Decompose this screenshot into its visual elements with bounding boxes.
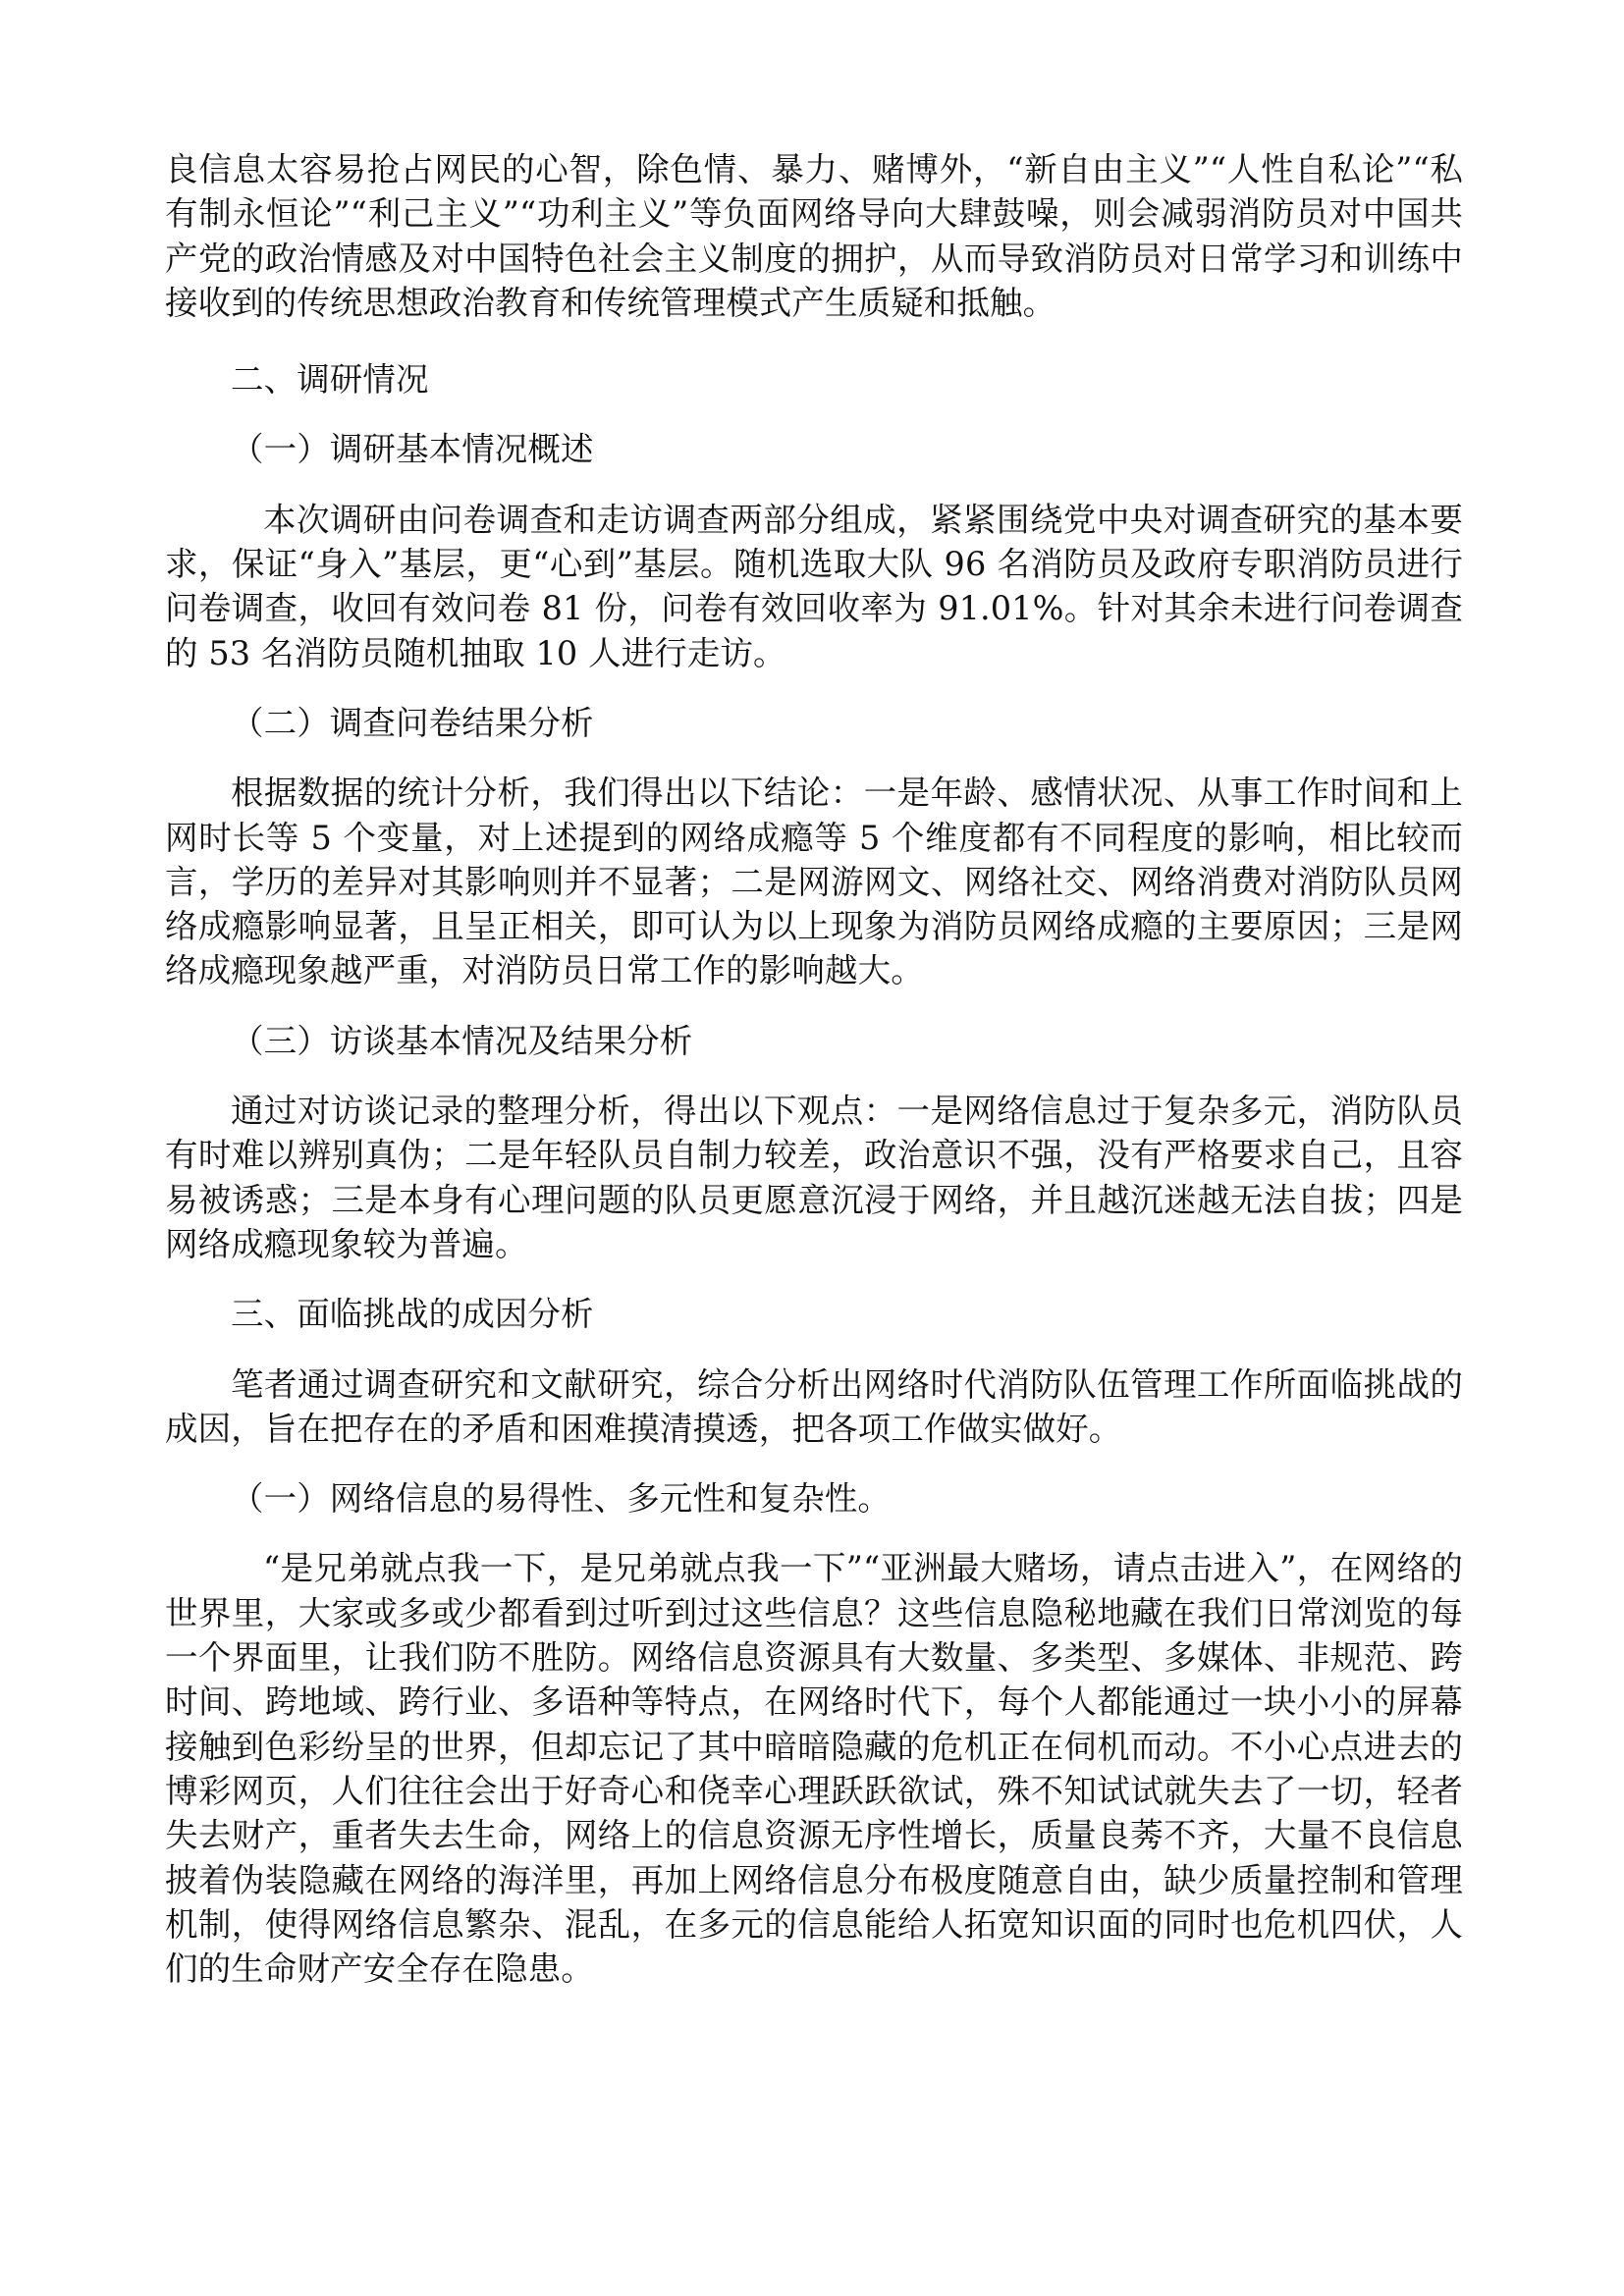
paragraph-continued-intro: 良信息太容易抢占网民的心智，除色情、暴力、赌博外，“新自由主义”“人性自私论”“私有制永恒论”“利己主义”“功利主义”等负面网络导向大肆鼓噪，则会减弱消防员对中国共产党的政治情感及对中国特色社会主义制度的拥护，从而导致消防员对日常学习和训练中接收到的传统思想政治教育和传统管理模式产生质疑和抵触。 xyxy=(165,150,1463,322)
paragraph-survey-overview: 本次调研由问卷调查和走访调查两部分组成，紧紧围绕党中央对调查研究的基本要求，保证“身入”基层，更“心到”基层。随机选取大队 96 名消防员及政府专职消防员进行问卷调查，收回有效问卷 81 份，问卷有效回收率为 91.01%。针对其余未进行问卷调查的 53 名消防员随机抽取 10 人进行走访。 xyxy=(165,500,1463,672)
heading-third-section: 三、面临挑战的成因分析 xyxy=(231,1295,594,1334)
spacer xyxy=(165,1451,1463,1476)
heading-second-section: 二、调研情况 xyxy=(231,360,429,400)
paragraph-questionnaire-analysis: 根据数据的统计分析，我们得出以下结论：一是年龄、感情状况、从事工作时间和上网时长等 5 个变量，对上述提到的网络成瘾等 5 个维度都有不同程度的影响，相比较而言，学历的差异对其影响则并不显著；二是网游网文、网络社交、网络消费对消防队员网络成瘾影响显著，且呈正相关，即可认为以上现象为消防员网络成瘾的主要原因；三是网络成瘾现象越严重，对消防员日常工作的影响越大。 xyxy=(165,774,1463,990)
heading-interview-analysis: （三）访谈基本情况及结果分析 xyxy=(231,1021,693,1060)
paragraph-network-info-traits: “是兄弟就点我一下，是兄弟就点我一下”“亚洲最大赌场，请点击进入”，在网络的世界里，大家或多或少都看到过听到过这些信息？这些信息隐秘地藏在我们日常浏览的每一个界面里，让我们防不胜防。网络信息资源具有大数量、多类型、多媒体、非规范、跨时间、跨地域、跨行业、多语种等特点，在网络时代下，每个人都能通过一块小小的屏幕接触到色彩纷呈的世界，但却忘记了其中暗暗隐藏的危机正在伺机而动。不小心点进去的博彩网页，人们往往会出于好奇心和侥幸心理跃跃欲试，殊不知试试就失去了一切，轻者失去财产，重者失去生命，网络上的信息资源无序性增长，质量良莠不齐，大量不良信息披着伪装隐藏在网络的海洋里，再加上网络信息分布极度随意自由，缺少质量控制和管理机制，使得网络信息繁杂、混乱，在多元的信息能给人拓宽知识面的同时也危机四伏，人们的生命财产安全存在隐患。 xyxy=(165,1549,1463,1989)
spacer xyxy=(165,1337,1463,1362)
heading-survey-overview: （一）调研基本情况概述 xyxy=(231,430,594,469)
heading-network-info-traits: （一）网络信息的易得性、多元性和复杂性。 xyxy=(231,1479,891,1519)
spacer xyxy=(165,472,1463,498)
document-body xyxy=(165,147,1463,1991)
heading-questionnaire-analysis: （二）调查问卷结果分析 xyxy=(231,703,594,742)
spacer xyxy=(165,401,1463,427)
spacer xyxy=(165,675,1463,701)
paragraph-interview-analysis: 通过对访谈记录的整理分析，得出以下观点：一是网络信息过于复杂多元，消防队员有时难以辨别真伪；二是年轻队员自制力较差，政治意识不强，没有严格要求自己，且容易被诱惑；三是本身有心理问题的队员更愿意沉浸于网络，并且越沉迷越无法自拔；四是网络成瘾现象较为普遍。 xyxy=(165,1092,1463,1263)
spacer xyxy=(165,1266,1463,1292)
spacer xyxy=(165,325,1463,357)
spacer xyxy=(165,1063,1463,1089)
spacer xyxy=(165,1521,1463,1546)
spacer xyxy=(165,993,1463,1019)
spacer xyxy=(165,745,1463,771)
paragraph-cause-analysis-intro: 笔者通过调查研究和文献研究，综合分析出网络时代消防队伍管理工作所面临挑战的成因，旨在把存在的矛盾和困难摸清摸透，把各项工作做实做好。 xyxy=(165,1364,1463,1448)
